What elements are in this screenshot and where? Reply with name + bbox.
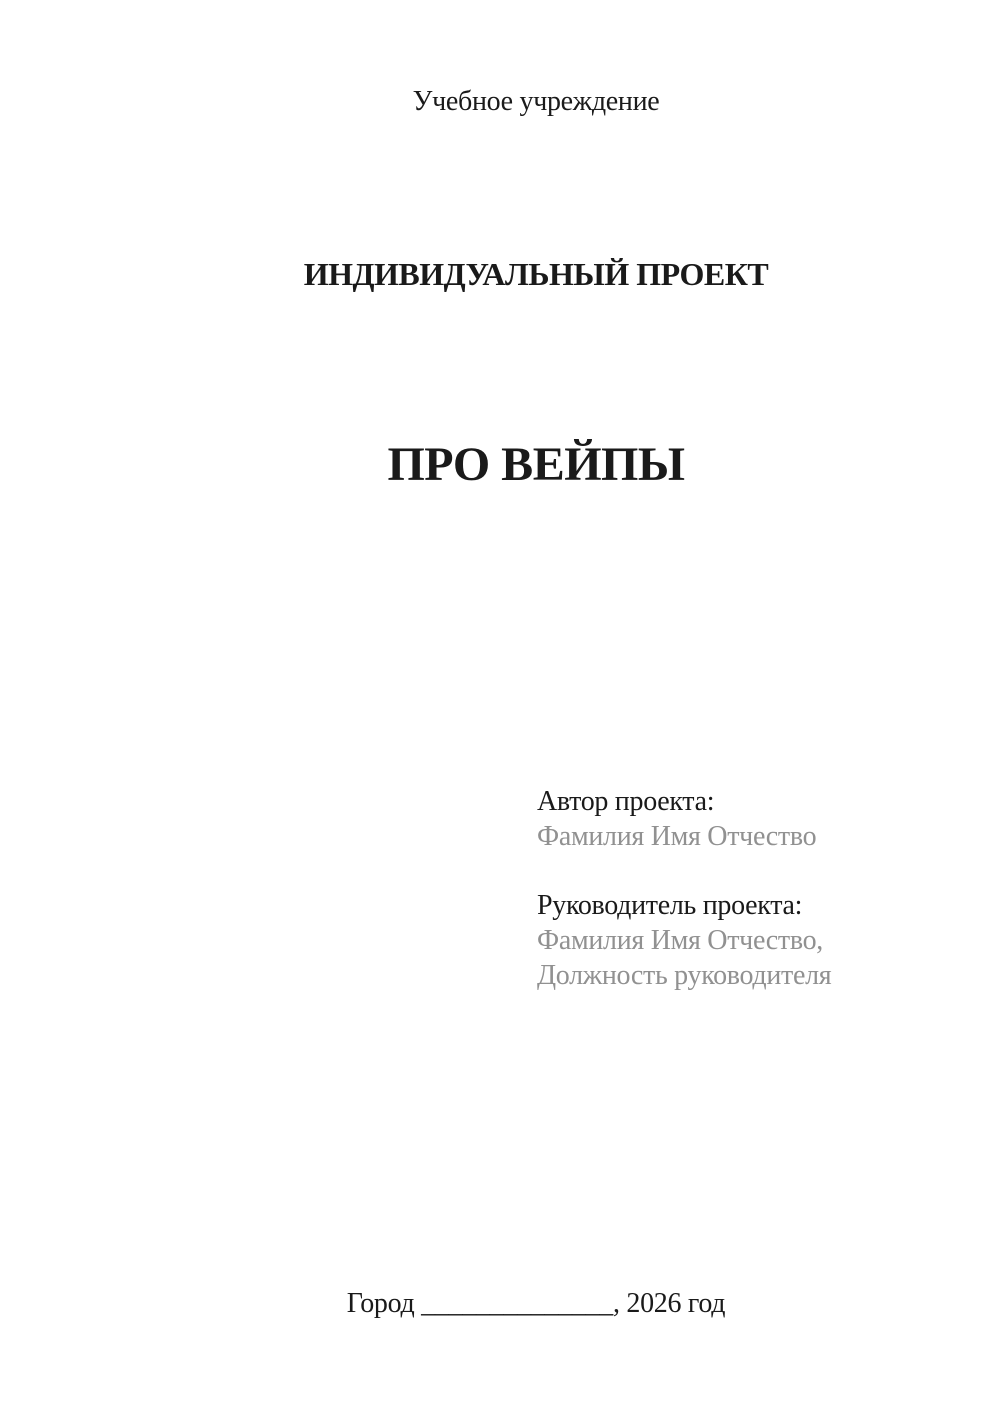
institution-line: Учебное учреждение	[412, 86, 660, 117]
project-type-heading: ИНДИВИДУАЛЬНЫЙ ПРОЕКТ	[303, 256, 769, 292]
author-section	[537, 784, 816, 854]
project-title: ПРО ВЕЙПЫ	[387, 438, 685, 491]
supervisor-label: Руководитель проекта:	[537, 890, 803, 921]
supervisor-name-placeholder: Фамилия Имя Отчество,	[537, 925, 823, 956]
author-label: Автор проекта:	[537, 786, 715, 817]
author-name-placeholder: Фамилия Имя Отчество	[537, 821, 817, 852]
supervisor-position-placeholder: Должность руководителя	[537, 960, 832, 991]
supervisor-section	[537, 888, 831, 993]
footer-city-year-line: Город ______________, 2026 год	[346, 1288, 726, 1319]
